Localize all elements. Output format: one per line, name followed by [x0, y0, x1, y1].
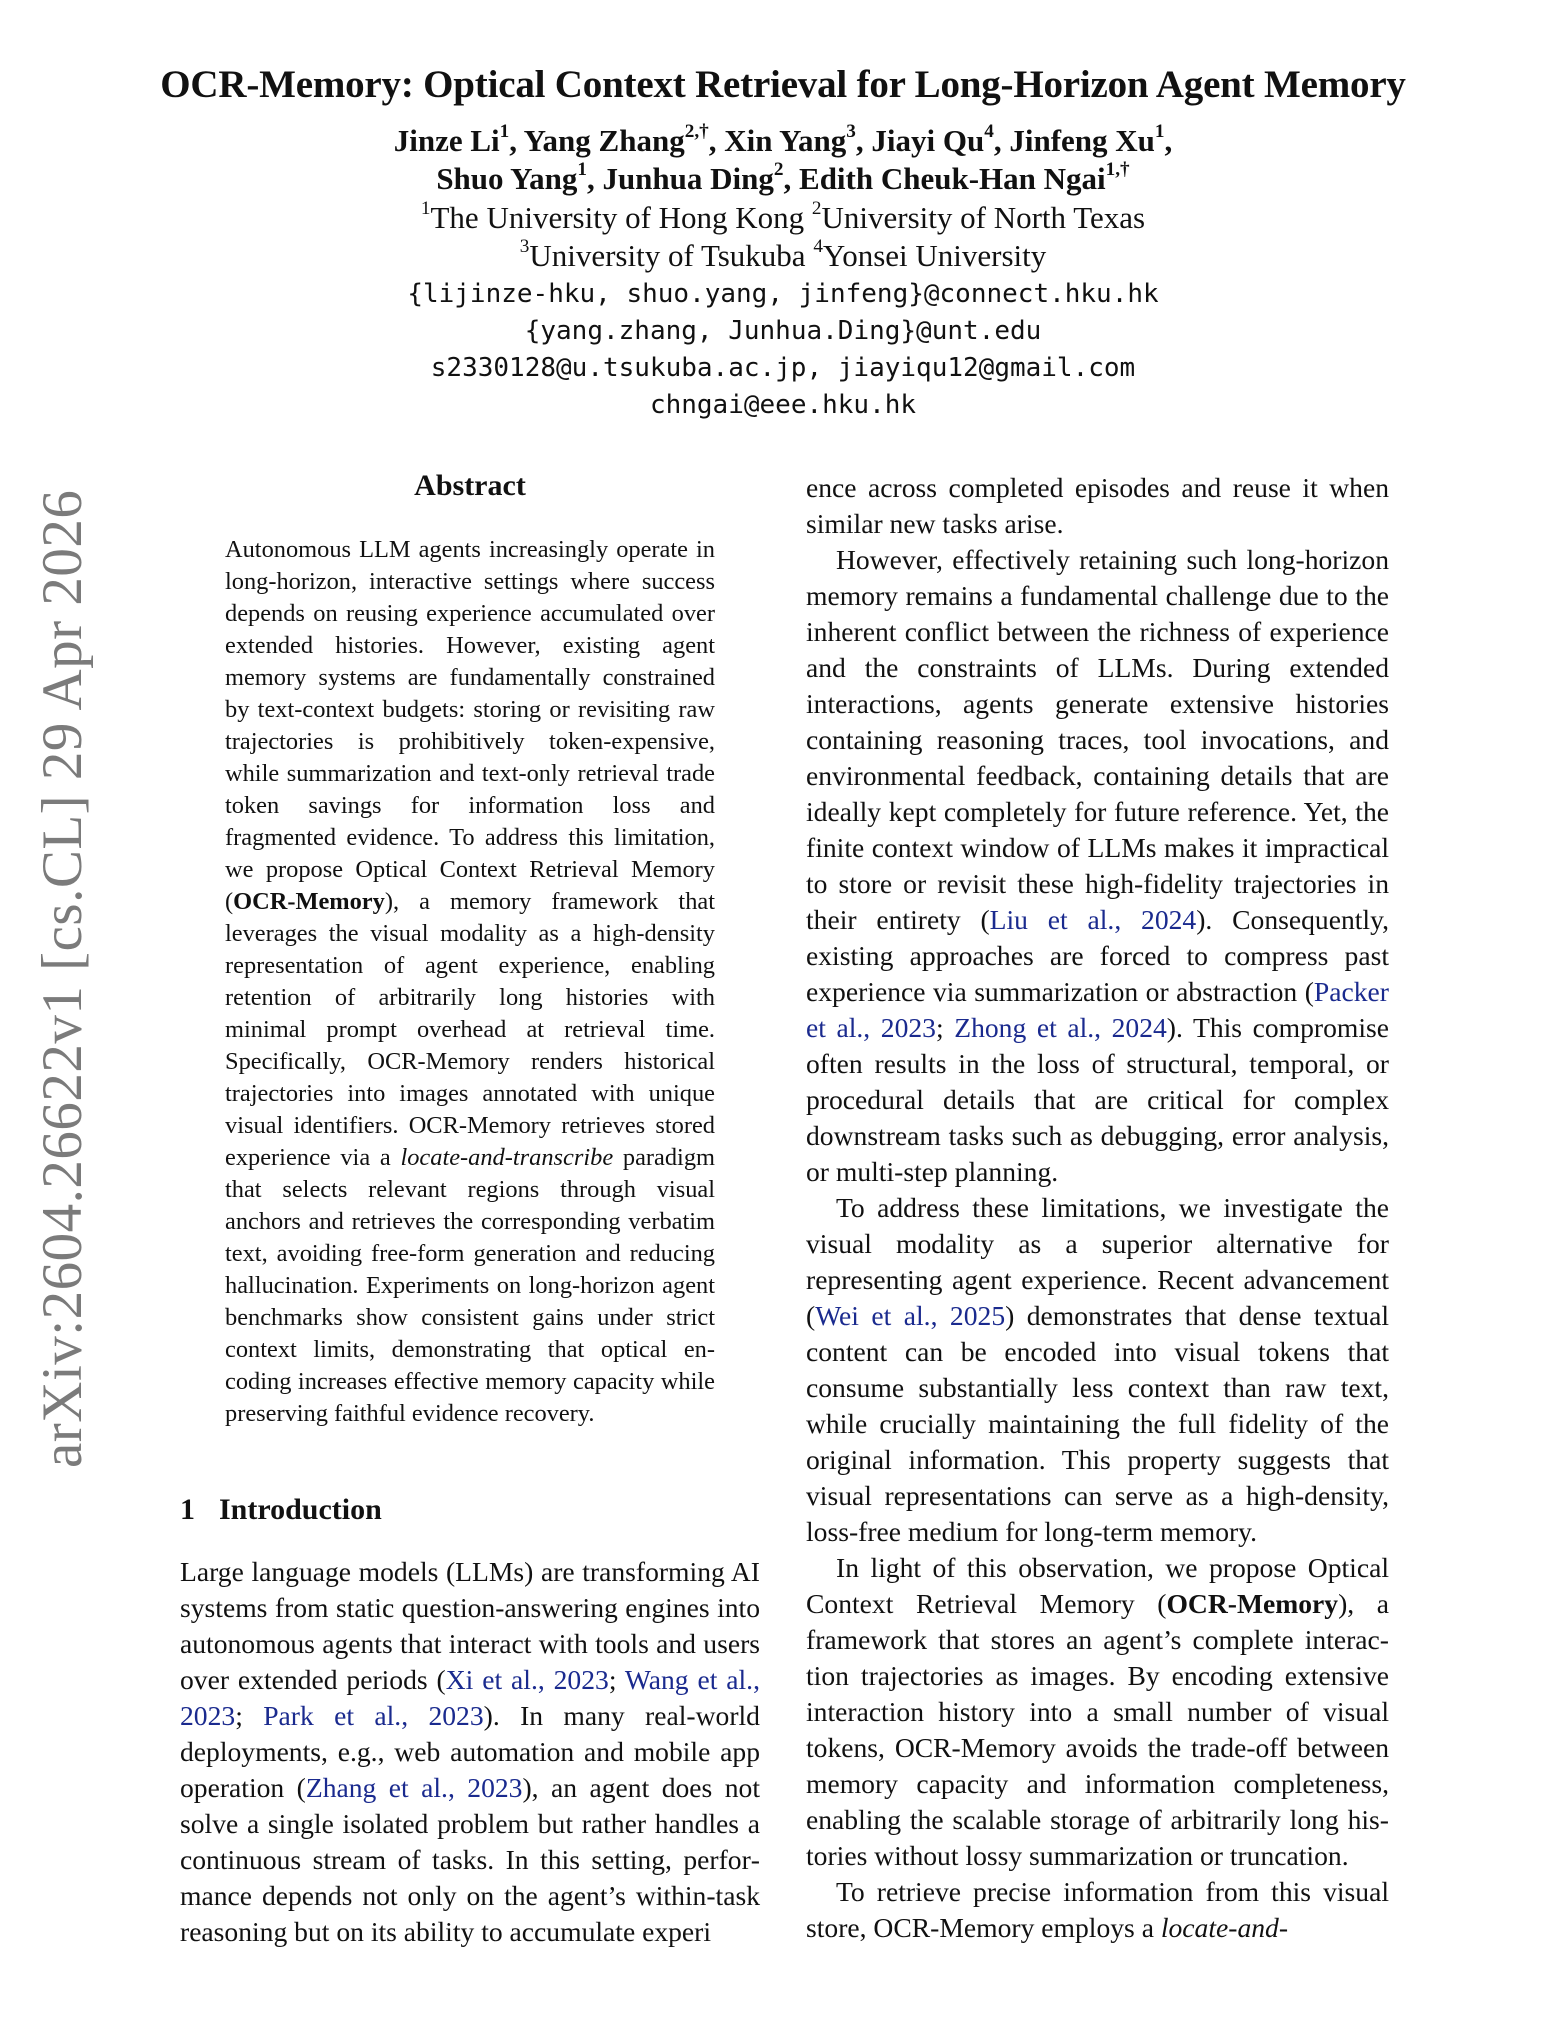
email-line-2: {yang.zhang, Junhua.Ding}@unt.edu	[524, 316, 1042, 346]
abstract-italic-term: locate-and-transcribe	[400, 1144, 614, 1171]
author-affil-mark: 1,†	[1105, 158, 1130, 180]
intro-right-column	[806, 470, 1389, 1946]
affiliation: University of Tsukuba	[529, 238, 806, 273]
paragraph	[806, 542, 1389, 1190]
author-affil-mark: 4	[984, 120, 994, 142]
abstract-text: Autonomous LLM agents increasingly operate in long-horizon, interactive settings where success depends on reusing experience accumulated over extended histories. However, existing agent memory systems are fundamentally constrained by text-context budgets: storing or revisiting raw trajectories is prohibitively token-expensive, while summarization and text-only retrieval trade token savings for information loss and fragmented evidence. To address this limitation, we propose Optical Context Retrieval Memory (	[225, 536, 715, 915]
citation-link[interactable]: Wei et al., 2025	[815, 1300, 1006, 1331]
affiliation: The University of Hong Kong	[430, 200, 805, 235]
paper-title: OCR-Memory: Optical Context Retrieval for Long-Horizon Agent Memory	[160, 63, 1406, 106]
intro-left-column	[180, 1554, 760, 1950]
email-address: jiayiqu12@gmail.com	[837, 353, 1136, 383]
affil-mark: 4	[813, 235, 823, 257]
affil-mark: 1	[420, 197, 431, 219]
body-text: ), a framework that stores an agent’s complete interaction trajectories as images. By encoding extensive interaction history into a small number of visual tokens, OCR-Memory avoids the trade-off between memory capacity and information completeness, enabling the scalable storage of arbitrarily long histories without lossy summarization or truncation.	[806, 1588, 1390, 1871]
author-affil-mark: 1	[577, 158, 587, 180]
bold-term: OCR-Memory	[1166, 1588, 1339, 1619]
email-line-1: {lijinze-hku, shuo.yang, jinfeng}@connect.hku.hk	[407, 279, 1159, 309]
author-name: Yang Zhang	[523, 123, 685, 158]
email-line-4: chngai@eee.hku.hk	[649, 390, 917, 420]
author-name: Shuo Yang	[436, 161, 578, 196]
email-address: s2330128@u.tsukuba.ac.jp,	[430, 353, 823, 383]
affiliation: Yonsei University	[822, 238, 1047, 273]
author-affil-mark: 3	[846, 120, 856, 142]
author-name: Junhua Ding	[602, 161, 774, 196]
citation-link[interactable]: Packer et al., 2023	[806, 976, 1389, 1043]
body-text: ). Consequently, existing approaches are forced to compress past experience via summarization or abstraction (	[806, 904, 1389, 1007]
author-name: Edith Cheuk-Han Ngai	[799, 161, 1106, 196]
body-text: ) demonstrates that dense textual content can be encoded into visual tokens that consume substantially less context than raw text, while crucially maintaining the full fidelity of the original information. This property suggests that visual representations can serve as a high-density, loss-free medium for long-term memory.	[806, 1300, 1389, 1547]
author-list: Jinze Li$^1$, Yang Zhang$^{2,\dagger}$, Xin Yang$^3$, Jiayi Qu$^4$, Jinfeng Xu$^1$, Shuo Yang$^1$, Junhua Ding$^2$, Edith Cheuk-Han Ngai$^{1,\dagger}$	[393, 120, 1173, 196]
body-text: To address these limitations, we investigate the visual modality as a superior alternative for representing agent experience. Recent advancement (	[806, 1192, 1389, 1331]
abstract-heading: Abstract	[414, 469, 526, 502]
affiliation-line-2	[0, 235, 1566, 274]
citation-link[interactable]: Wang et al., 2023	[180, 1664, 760, 1731]
author-affil-mark: 2,†	[684, 120, 709, 142]
affiliation-line-1	[0, 197, 1566, 236]
body-text: ). This compromise often results in the loss of structural, temporal, or procedural details that are critical for complex downstream tasks such as debugging, error analysis, or multi-step planning.	[806, 1012, 1389, 1187]
author-name: Jinfeng Xu	[1009, 123, 1155, 158]
abstract-bold-term: OCR-Memory	[233, 888, 385, 915]
arxiv-sidebar-stamp: arXiv:2604.26622v1 [cs.CL] 29 Apr 2026	[31, 489, 94, 1468]
body-text: ;	[935, 1012, 955, 1043]
abstract-body	[225, 534, 715, 1430]
affil-mark: 3	[519, 235, 530, 257]
body-text: In light of this observation, we propose Optical Context Retrieval Memory (	[806, 1552, 1389, 1619]
body-text: ;	[608, 1664, 625, 1695]
email-line-3	[0, 350, 1566, 386]
section-heading	[180, 1490, 760, 1530]
body-text: ence across completed episodes and reuse it when similar new tasks arise.	[806, 472, 1389, 539]
paragraph	[806, 1190, 1389, 1550]
section-title: Introduction	[219, 1493, 382, 1526]
citation-link[interactable]: Zhong et al., 2024	[954, 1012, 1167, 1043]
body-text: To retrieve precise information from this visual store, OCR-Memory employs a	[806, 1876, 1389, 1943]
abstract-text: ), a memory framework that leverages the visual modality as a high-density representation of agent experience, enabling retention of arbitrarily long histories with minimal prompt overhead at retrieval time. Specifically, OCR-Memory renders historical trajectories into images annotated with unique visual identifiers. OCR-Memory retrieves stored experience via a	[225, 888, 715, 1171]
section-number: 1	[180, 1493, 195, 1526]
abstract-text: paradigm that selects relevant regions through visual anchors and retrieves the corresponding verbatim text, avoiding free-form generation and reducing hallucination. Experiments on long-horizon agent benchmarks show consistent gains under strict context limits, demonstrating that optical encoding increases effective memory capacity while preserving faithful evidence recovery.	[225, 1144, 715, 1427]
author-name: Xin Yang	[724, 123, 847, 158]
body-text: However, effectively retaining such long-horizon memory remains a fundamental challenge due to the inherent conflict between the richness of experience and the constraints of LLMs. During extended interactions, agents generate extensive histories containing reasoning traces, tool invocations, and environmental feedback, containing details that are ideally kept completely for future reference. Yet, the finite context window of LLMs makes it impractical to store or revisit these high-fidelity trajectories in their entirety (	[806, 544, 1389, 935]
paragraph	[806, 1874, 1389, 1946]
author-name: Jiayi Qu	[871, 123, 985, 158]
author-name: Jinze Li	[393, 123, 500, 158]
body-text: ), an agent does not solve a single isolated problem but rather handles a continuous stream of tasks. In this setting, performance depends not only on the agent’s within-task reasoning but on its ability to accumulate experi	[180, 1772, 760, 1947]
body-text: ;	[235, 1700, 264, 1731]
author-affil-mark: 1	[499, 120, 510, 142]
italic-term: locate-and-	[1160, 1912, 1289, 1943]
affiliation: University of North Texas	[821, 200, 1146, 235]
author-affil-mark: 1	[1154, 120, 1165, 142]
citation-link[interactable]: Zhang et al., 2023	[305, 1772, 523, 1803]
citation-link[interactable]: Liu et al., 2024	[989, 904, 1197, 935]
paragraph	[806, 1550, 1389, 1874]
affil-mark: 2	[811, 197, 822, 219]
citation-link[interactable]: Xi et al., 2023	[445, 1664, 609, 1695]
body-text: ). In many real-world deployments, e.g., web automation and mobile app operation (	[180, 1700, 760, 1803]
author-affil-mark: 2	[773, 158, 784, 180]
paragraph	[180, 1554, 760, 1950]
paragraph	[806, 470, 1389, 542]
citation-link[interactable]: Park et al., 2023	[263, 1700, 484, 1731]
body-text: Large language models (LLMs) are transforming AI systems from static question-answering engines into autonomous agents that interact with tools and users over extended periods (	[180, 1556, 760, 1695]
